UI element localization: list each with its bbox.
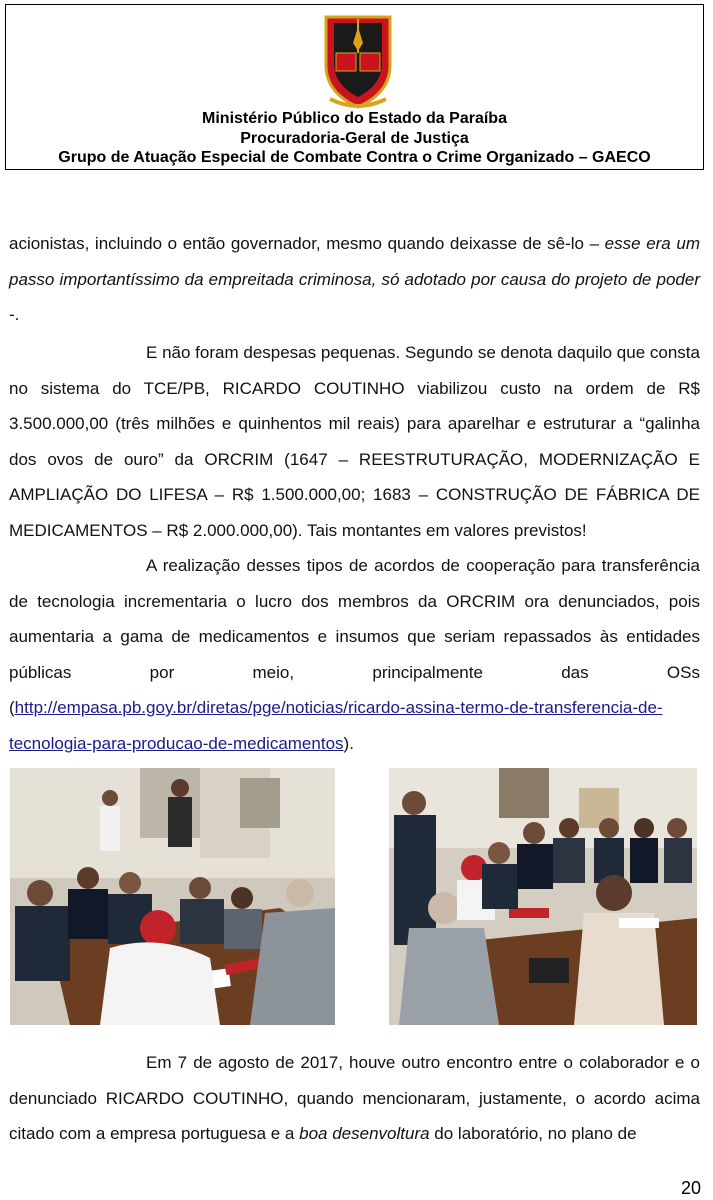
intro-tail: -. [9, 305, 20, 324]
agreements-text: A realização desses tipos de acordos de cooperação para transferência de tecnologia incrementaria o lucro dos membros da ORCRIM ora denunciados, pois aumentaria a gama de medicamentos e insumos que seriam repassados às entidades públicas por meio, principalmente das OSs [9, 556, 700, 682]
meeting-tail: do laboratório, no plano de [429, 1124, 637, 1143]
paren-open: ( [9, 698, 15, 717]
coat-of-arms-icon [322, 13, 394, 113]
intro-text: acionistas, incluindo o então governador, mesmo quando deixasse de sê-lo – [9, 234, 605, 253]
paragraph-expenses [9, 335, 700, 548]
paragraph-agreements [9, 548, 700, 761]
meeting-photo-right [389, 768, 697, 1025]
page-number: 20 [680, 1178, 701, 1198]
meeting-text: Em 7 de agosto de 2017, houve outro encontro entre o colaborador e o denunciado RICARDO COUTINHO, quando mencionaram, justamente, o acordo acima citado com a empresa portuguesa e a [9, 1053, 700, 1143]
meeting-photo-left [10, 768, 335, 1025]
paren-close: ). [343, 733, 354, 753]
paragraph-meeting [9, 1045, 700, 1152]
expenses-text: E não foram despesas pequenas. Segundo se denota daquilo que consta no sistema do TCE/PB, RICARDO COUTINHO viabilizou custo na ordem de R$ 3.500.000,00 (três milhões e quinhentos mil reais) para aparelhar e estruturar a “galinha dos ovos de ouro” da ORCRIM (1647 – REESTRUTURAÇÃO, MODERNIZAÇÃO E AMPLIAÇÃO DO LIFESA – R$ 1.500.000,00; 1683 – CONSTRUÇÃO DE FÁBRICA DE MEDICAMENTOS – R$ 2.000.000,00). Tais montantes em valores previstos! [9, 343, 700, 540]
paragraph-intro [9, 226, 700, 333]
meeting-italic: boa desenvoltura [299, 1124, 430, 1143]
document-header [5, 4, 704, 170]
header-procuradoria: Procuradoria-Geral de Justiça [240, 130, 469, 147]
source-link[interactable]: http://empasa.pb.goy.br/diretas/pge/noticias/ricardo-assina-termo-de-transferencia-de-tecnologia-para-producao-de-medicamentos [9, 698, 663, 753]
header-ministry: Ministério Público do Estado da Paraíba [202, 110, 507, 127]
intro-italic: esse era um passo importantíssimo da empreitada criminosa, só adotado por causa do projeto de poder [9, 234, 700, 289]
header-gaeco: Grupo de Atuação Especial de Combate Contra o Crime Organizado – GAECO [58, 149, 651, 166]
